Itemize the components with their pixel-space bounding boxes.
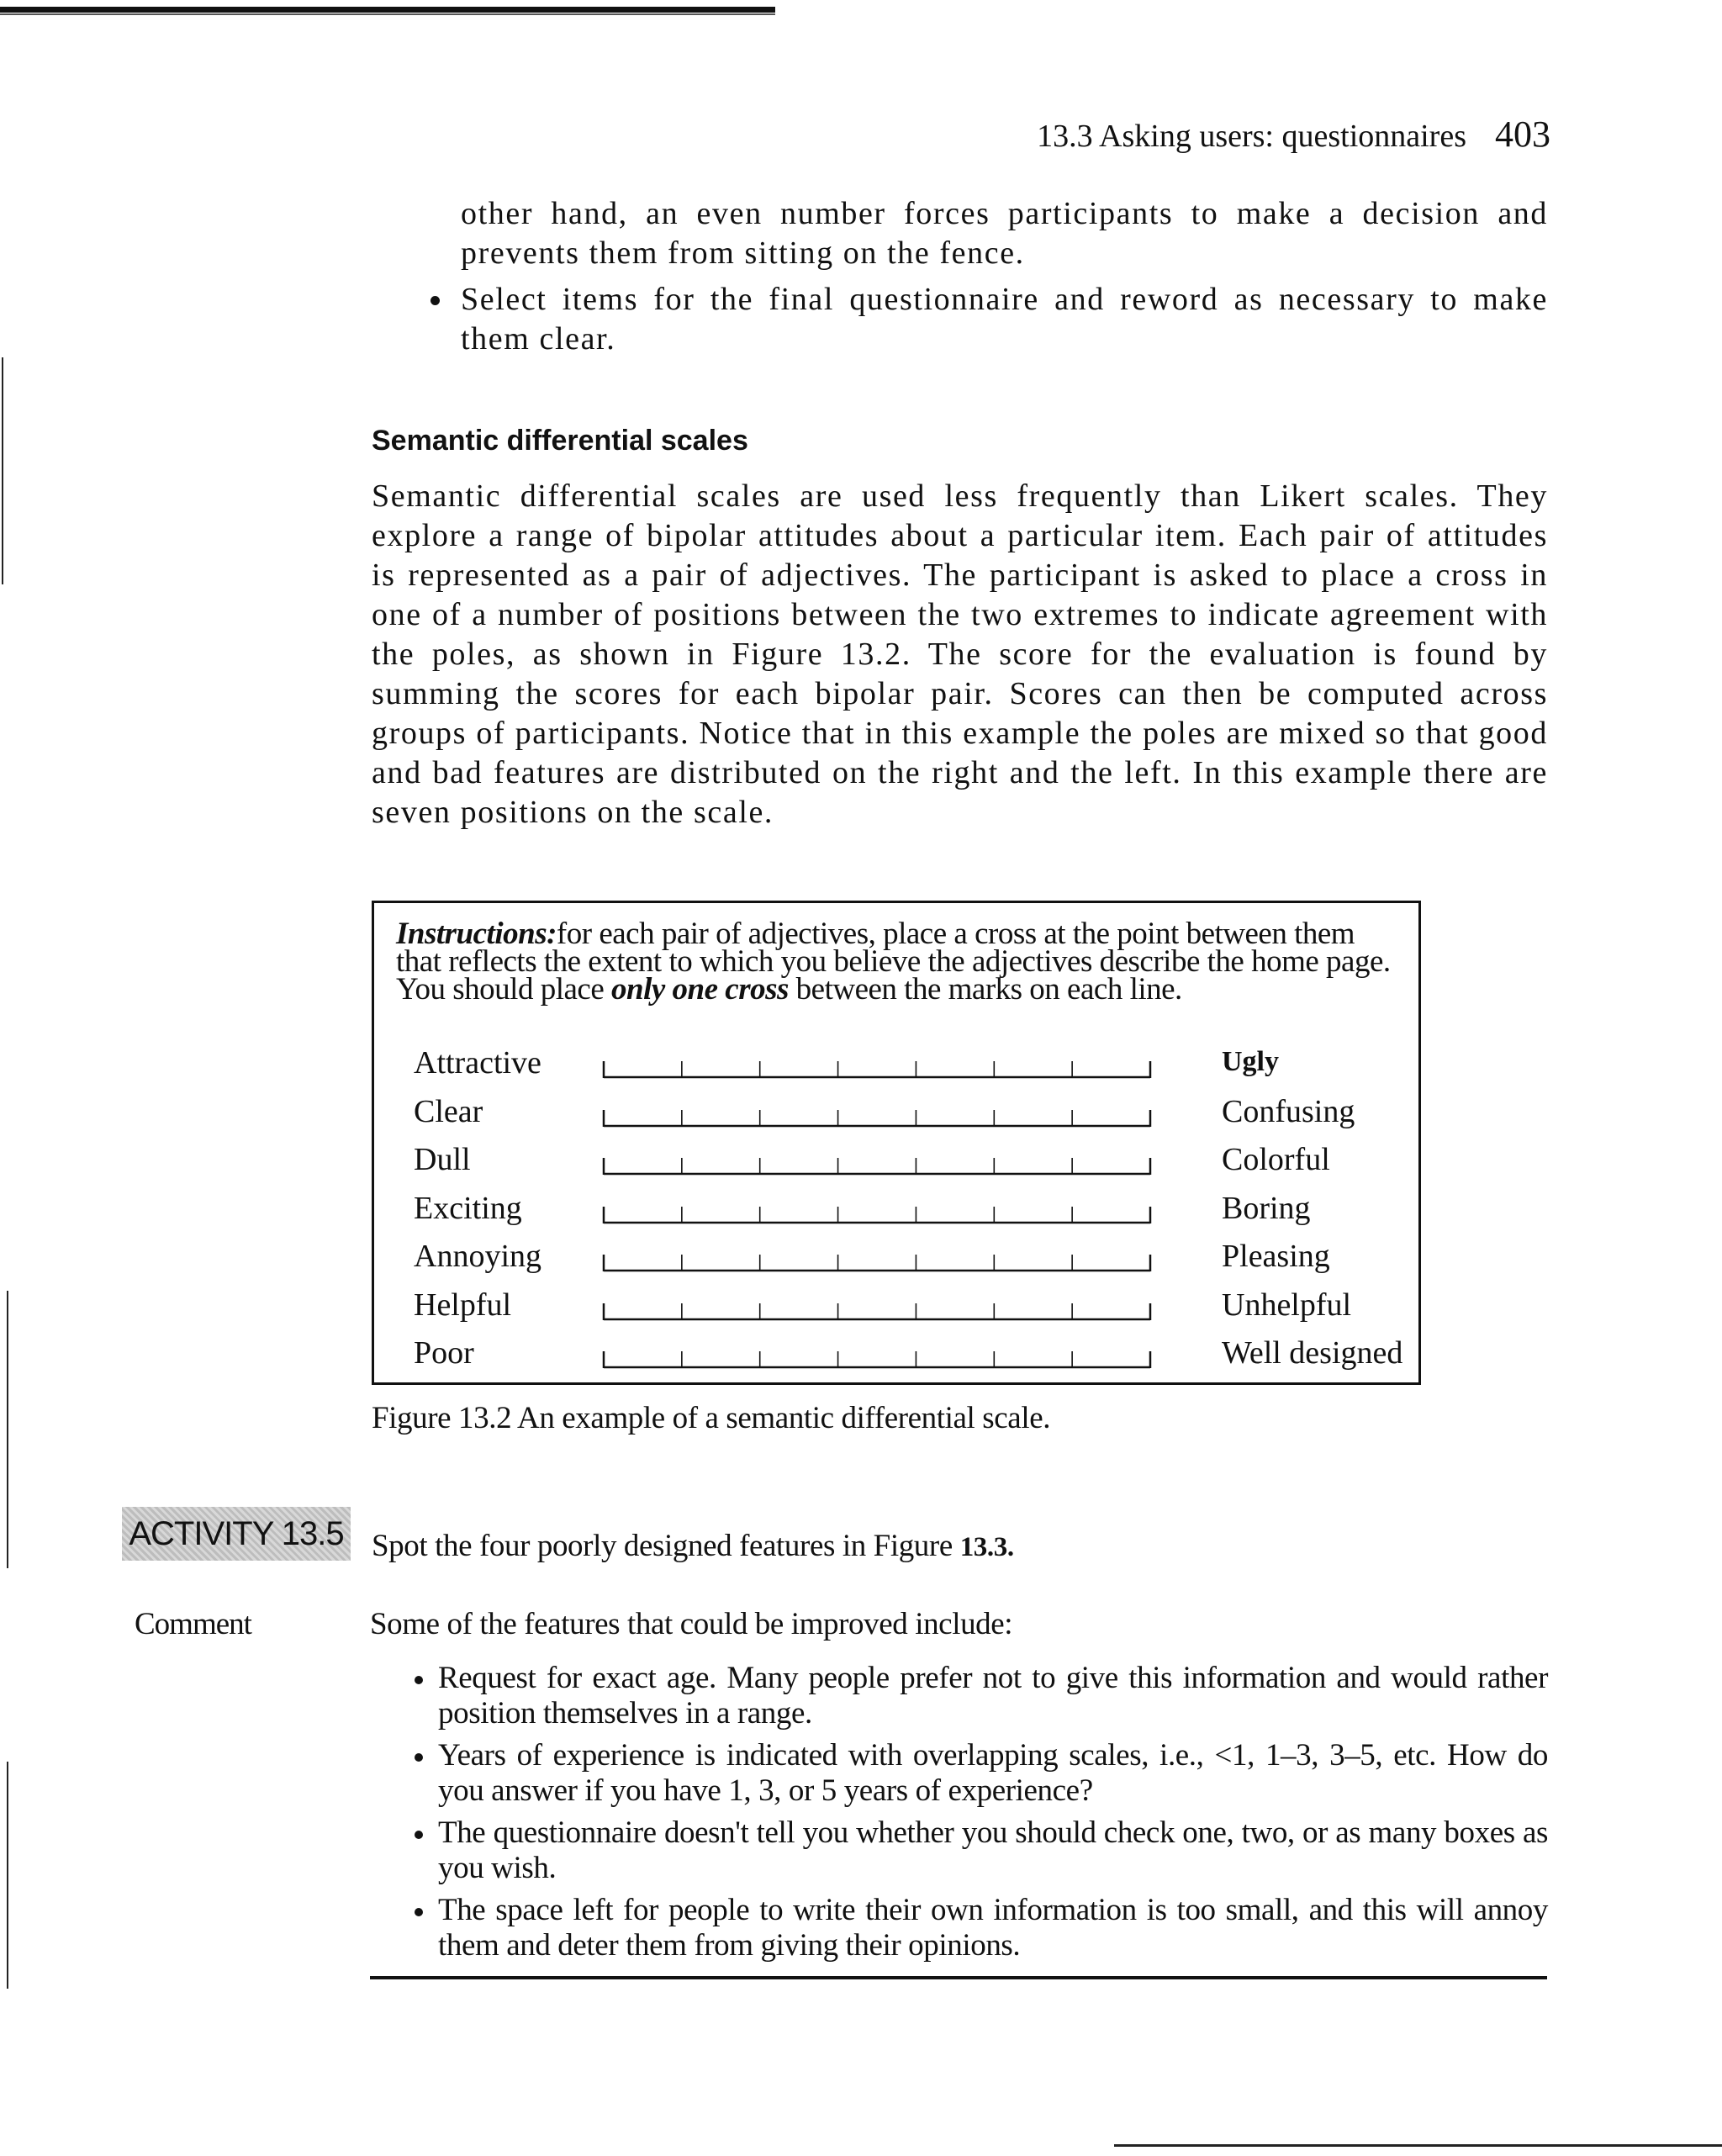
- continuation-list: [461, 280, 1548, 359]
- scale-line[interactable]: [602, 1093, 1154, 1130]
- semantic-differential-figure: [372, 901, 1421, 1385]
- adjective-left: Attractive: [414, 1045, 541, 1081]
- top-rule-shadow: [0, 13, 775, 15]
- comment-item: Request for exact age. Many people prefer not to give this information and would rather position themselves in a range.: [438, 1661, 1548, 1731]
- scale-row: [374, 1331, 1424, 1380]
- adjective-left: Clear: [414, 1093, 483, 1129]
- bottom-rule: [370, 1976, 1547, 1979]
- scale-row: [374, 1041, 1424, 1090]
- activity-text: [372, 1528, 1014, 1564]
- activity-badge: ACTIVITY 13.5: [122, 1507, 351, 1561]
- adjective-right: Pleasing: [1222, 1239, 1330, 1274]
- adjective-right: Ugly: [1222, 1046, 1279, 1077]
- footer-rule: [1114, 2144, 1722, 2147]
- instructions-emphasis: only one cross: [611, 972, 789, 1007]
- margin-line: [7, 1762, 8, 1989]
- adjective-right: Unhelpful: [1222, 1287, 1352, 1323]
- figure-instructions: [396, 917, 1402, 1007]
- instructions-text: for each pair of adjectives, place a cross at the point between them that reflects the extent to which you believe the adjectives describe the home page. You should place: [396, 917, 1391, 1007]
- continuation-paragraph: other hand, an even number forces participants to make a decision and prevents them from sitting on the fence.: [461, 196, 1548, 271]
- scale-row: [374, 1234, 1424, 1283]
- adjective-right: Colorful: [1222, 1142, 1330, 1177]
- scale-line[interactable]: [602, 1190, 1154, 1227]
- adjective-left: Dull: [414, 1142, 471, 1177]
- adjective-left: Poor: [414, 1335, 474, 1371]
- comment-item: The questionnaire doesn't tell you whether you should check one, two, or as many boxes as you wish.: [438, 1815, 1548, 1885]
- section-paragraph: Semantic differential scales are used less frequently than Likert scales. They explore a range of bipolar attitudes about a particular item. Each pair of attitudes is represented as a pair of adjectives. The participant is asked to place a cross in one of a number of positions between the two extremes to indicate agreement with the poles, as shown in Figure 13.2. The score for the evaluation is found by summing the scores for each bipolar pair. Scores can then be computed across groups of participants. Notice that in this example the poles are mixed so that good and bad features are distributed on the right and the left. In this example there are seven positions on the scale.: [372, 478, 1548, 830]
- adjective-right: Well designed: [1222, 1335, 1403, 1371]
- list-item: Select items for the final questionnaire and reword as necessary to make them clear.: [461, 280, 1548, 359]
- comment-list: [438, 1661, 1548, 1970]
- page-number: 403: [1495, 114, 1550, 155]
- top-rule: [0, 7, 775, 13]
- scale-row: [374, 1186, 1424, 1235]
- scale-line[interactable]: [602, 1044, 1154, 1081]
- scale-line[interactable]: [602, 1287, 1154, 1324]
- margin-line: [7, 1291, 8, 1568]
- adjective-right: Confusing: [1222, 1093, 1355, 1129]
- instructions-text-end: between the marks on each line.: [788, 972, 1182, 1007]
- activity-prompt: Spot the four poorly designed features in Figure: [372, 1529, 960, 1563]
- adjective-left: Helpful: [414, 1287, 512, 1323]
- section-heading: Semantic differential scales: [372, 425, 748, 457]
- comment-intro: Some of the features that could be improved include:: [370, 1607, 1013, 1641]
- figure-caption: Figure 13.2 An example of a semantic differential scale.: [372, 1401, 1051, 1435]
- scale-row: [374, 1283, 1424, 1332]
- adjective-right: Boring: [1222, 1190, 1311, 1226]
- adjective-left: Annoying: [414, 1239, 541, 1274]
- margin-line: [2, 357, 3, 584]
- comment-item: The space left for people to write their own information is too small, and this will annoy them and deter them from giving their opinions.: [438, 1893, 1548, 1963]
- activity-figure-ref: 13.3.: [959, 1532, 1014, 1562]
- scale-line[interactable]: [602, 1334, 1154, 1371]
- instructions-label: Instructions:: [396, 917, 557, 951]
- adjective-left: Exciting: [414, 1190, 522, 1226]
- scale-row: [374, 1138, 1424, 1186]
- scale-line[interactable]: [602, 1238, 1154, 1275]
- scale-row: [374, 1090, 1424, 1139]
- running-head: [1037, 113, 1550, 156]
- scale-line[interactable]: [602, 1141, 1154, 1178]
- comment-item: Years of experience is indicated with overlapping scales, i.e., <1, 1–3, 3–5, etc. How do you answer if you have 1, 3, or 5 years of experience?: [438, 1738, 1548, 1808]
- section-title: 13.3 Asking users: questionnaires: [1037, 119, 1466, 154]
- comment-label: Comment: [135, 1607, 251, 1641]
